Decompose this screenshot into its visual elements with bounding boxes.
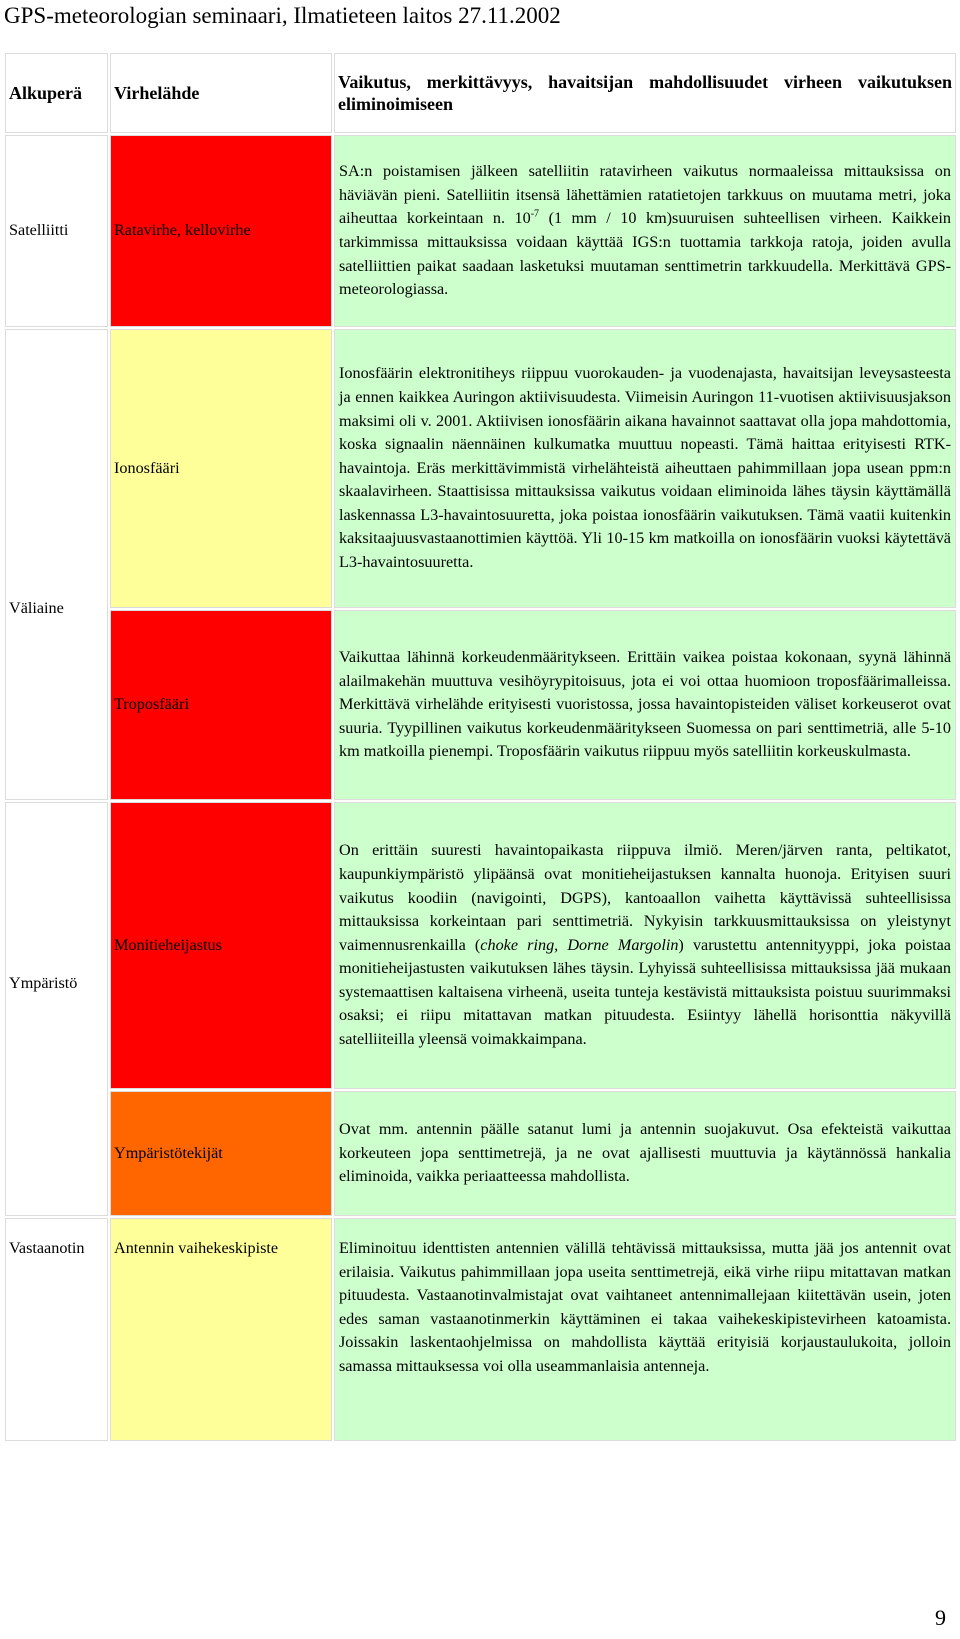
table-row [5, 802, 956, 1089]
source-cell-environmental-factors: Ympäristötekijät [110, 1091, 332, 1216]
effect-text: On erittäin suuresti havaintopaikasta riippuva ilmiö. Meren/järven ranta, peltikatot, kaupunkiympäristö ylipäänsä ovat monitieheijastuksen kannalta huonoja. Erityisen suuri vaikutus koodiin (navigointi, DGPS), kantoaallon vaihetta käyttävissä suhteellisissa mittauksissa korkeintaan pari senttimetriä. Nykyisin tarkkuusmittauksissa on yleistynyt vaimennusrenkailla ( [339, 841, 951, 954]
table-row [5, 135, 956, 327]
origin-cell-receiver: Vastaanotin [5, 1218, 108, 1441]
table-row [5, 1091, 956, 1216]
source-cell-antenna-phase-center: Antennin vaihekeskipiste [110, 1218, 332, 1441]
effect-exponent: -7 [530, 209, 540, 221]
effect-cell-troposphere: Vaikuttaa lähinnä korkeudenmääritykseen. Erittäin vaikea poistaa kokonaan, syynä lähinnä alailmakehän muuttuva vesihöyrypitoisuus, jota ei voi ottaa huomioon troposfäärimalleissa. Merkittävä virhelähde erityisesti vuoristossa, jossa havaintopisteiden väliset korkeuserot ovat suuria. Tyypillinen vaikutus korkeudenmääritykseen Suomessa on pari senttimetriä, alle 5-10 km matkoilla pienempi. Troposfäärin vaikutus riippuu myös satelliitin korkeuskulmasta. [334, 610, 956, 800]
table-row [5, 610, 956, 800]
column-header-source: Virhelähde [110, 53, 332, 133]
document-title: GPS-meteorologian seminaari, Ilmatieteen laitos 27.11.2002 [4, 3, 561, 28]
effect-text: ) varustettu antennityyppi, joka poistaa monitieheijastusten vaikutuksen lähes täysin. Lyhyissä suhteellisissa mittauksissa jää mukaan systemaattisen kaltaisena virheenä, useita tunteja kestävistä mittauksista poistuu suurimmaksi osaksi; ei riipu mitattavan matkan pituudesta. Esiintyy lähellä horisonttia näkyvillä satelliiteilla yleensä voimakkaimpana. [339, 935, 951, 1049]
effect-italic-text: choke ring, Dorne Margolin [480, 935, 679, 954]
effect-cell-ionosphere: Ionosfäärin elektronitiheys riippuu vuorokauden- ja vuodenajasta, havaitsijan leveysasteesta ja ennen kaikkea Auringon aktiivisuudesta. Viimeisin Auringon 11-vuotisen aktiivisuusjakson maksimi oli v. 2001. Aktiivisen ionosfäärin aikana havainnot saattavat olla jopa mahdottomia, koska signaalin näennäinen kulkumatka muuttuu nopeasti. Tämä haittaa erityisesti RTK-havaintoja. Eräs merkittävimmistä virhelähteistä aiheuttaen pahimmillaan jopa usean ppm:n skaalavirheen. Staattisissa mittauksissa vaikutus voidaan eliminoida lähes täysin käyttämällä laskennassa L3-havaintosuuretta, joka poistaa ionosfäärin vaikutuksen. Tämä vaatii kuitenkin kaksitaajuusvastaanottimien käyttöä. Yli 10-15 km matkoilla on ionosfäärin vuoksi käytettävä L3-havaintosuuretta. [334, 329, 956, 608]
origin-cell-environment: Ympäristö [5, 802, 108, 1216]
effect-cell-orbit-clock-error [334, 135, 956, 327]
column-header-effect: Vaikutus, merkittävyys, havaitsijan mahdollisuudet virheen vaikutuksen eliminoimiseen [334, 53, 956, 133]
effect-cell-environmental-factors: Ovat mm. antennin päälle satanut lumi ja antennin suojakuvut. Osa efekteistä vaikuttaa korkeuteen jopa senttimetrejä, ja ne ovat ajallisesti muuttuvia ja käytännössä hankalia eliminoida, vaikka periaatteessa mahdollista. [334, 1091, 956, 1216]
page-number: 9 [935, 1605, 946, 1630]
gps-error-source-table [3, 51, 958, 1443]
source-cell-ionosphere: Ionosfääri [110, 329, 332, 608]
table-row [5, 329, 956, 608]
effect-text: (1 mm / 10 km)suuruisen suhteellisen virheen. Kaikkein tarkimmissa mittauksissa voidaan käyttää IGS:n tuottamia tarkkoja ratoja, joiden avulla satelliittien paikat saadaan lasketuksi muutaman senttimetrin tarkkuudella. Merkittävä GPS-meteorologiassa. [339, 209, 951, 299]
source-cell-multipath: Monitieheijastus [110, 802, 332, 1089]
table-header-row [5, 53, 956, 133]
effect-text: SA:n poistamisen jälkeen satelliitin ratavirheen vaikutus normaaleissa mittauksissa on häviävän pieni. Satelliitin itsensä lähettämien ratatietojen tarkkuus on muutama metri, joka aiheuttaa korkeintaan n. 10 [339, 162, 951, 228]
effect-cell-multipath [334, 802, 956, 1089]
column-header-origin: Alkuperä [5, 53, 108, 133]
source-cell-troposphere: Troposfääri [110, 610, 332, 800]
effect-cell-antenna-phase-center: Eliminoituu identtisten antennien välillä tehtävissä mittauksissa, mutta jää jos antennit ovat erilaisia. Vaikutus pahimmillaan jopa useita senttimetrejä, eikä virhe riipu mitattavan matkan pituudesta. Vastaanotinvalmistajat ovat vaihtaneet antennimallejaan kiitettävän usein, joten edes saman vastaanotinmerkin käyttäminen ei takaa vaihekeskipistevirheen katoamista. Joissakin laskentaohjelmissa on mahdollista käyttää erityisiä korjaustaulukoita, jolloin samassa mittauksessa voi olla useammanlaisia antenneja. [334, 1218, 956, 1441]
origin-cell-medium: Väliaine [5, 329, 108, 800]
source-cell-orbit-clock-error: Ratavirhe, kellovirhe [110, 135, 332, 327]
table-row [5, 1218, 956, 1441]
origin-cell-satellite: Satelliitti [5, 135, 108, 327]
